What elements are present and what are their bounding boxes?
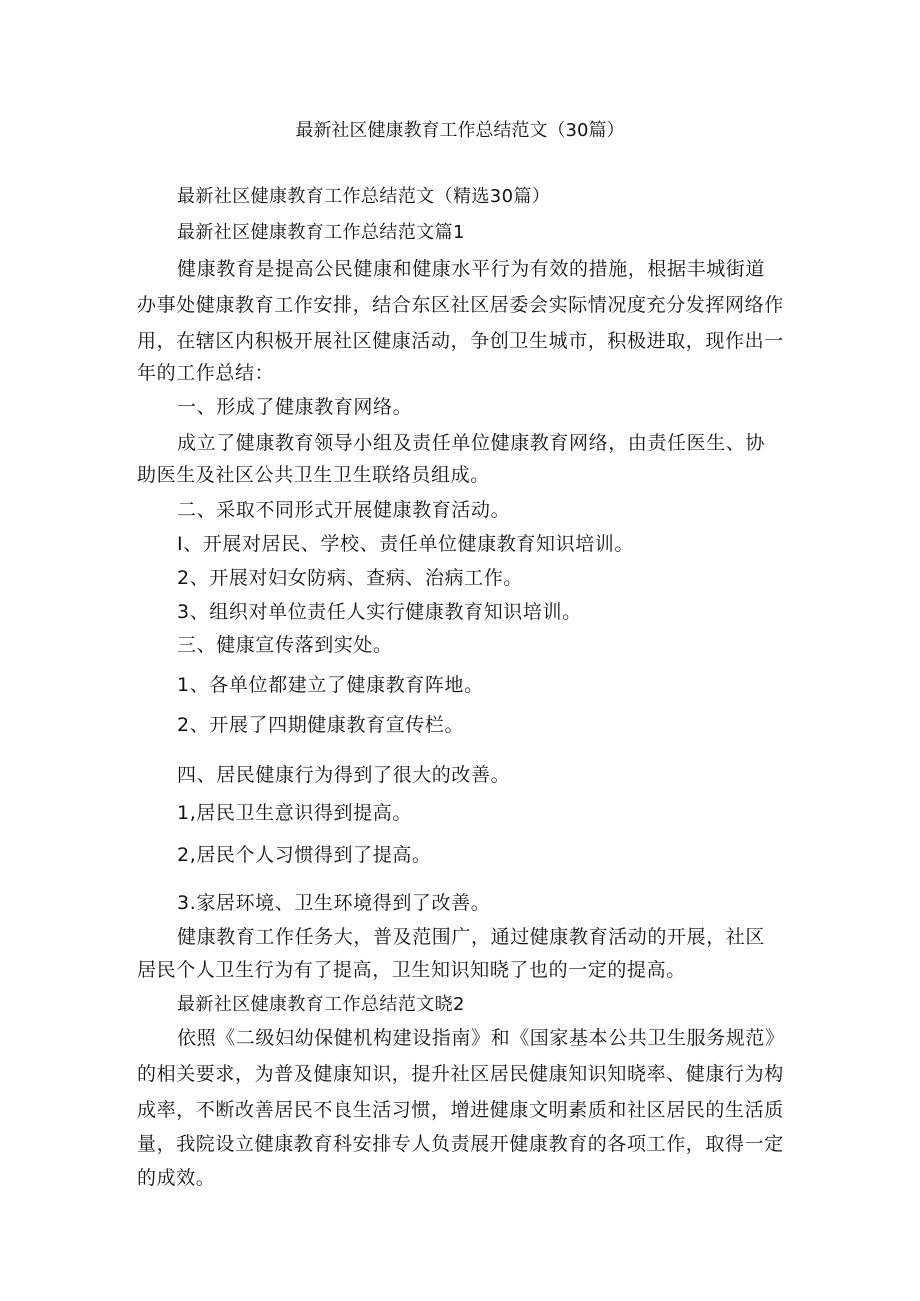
paragraph-3-line: 居民个人卫生行为有了提高，卫生知识知晓了也的一定的提高。 bbox=[137, 959, 686, 981]
paragraph-2-line: 助医生及社区公共卫生卫生联络员组成。 bbox=[137, 464, 490, 486]
paragraph-1-line: 年的工作总结： bbox=[137, 362, 275, 384]
heading-three: 三、健康宣传落到实处。 bbox=[177, 634, 393, 656]
list-item: 2,居民个人习惯得到了提高。 bbox=[177, 844, 432, 866]
paragraph-1-line: 办事处健康教育工作安排，结合东区社区居委会实际情况度充分发挥网络作 bbox=[137, 294, 784, 316]
list-item: I、开展对居民、学校、责任单位健康教育知识培训。 bbox=[177, 533, 635, 555]
section-2-heading: 最新社区健康教育工作总结范文晓2 bbox=[177, 994, 465, 1015]
section-1-heading: 最新社区健康教育工作总结范文篇1 bbox=[177, 222, 465, 243]
paragraph-3-line: 健康教育工作任务大，普及范围广，通过健康教育活动的开展，社区 bbox=[177, 926, 766, 948]
heading-one: 一、形成了健康教育网络。 bbox=[177, 396, 413, 418]
list-item: 2、开展对妇女防病、查病、治病工作。 bbox=[177, 567, 523, 589]
list-item: 2、开展了四期健康教育宣传栏。 bbox=[177, 714, 465, 736]
document-subtitle: 最新社区健康教育工作总结范文（精选30篇） bbox=[177, 186, 551, 207]
list-item: 3、组织对单位责任人实行健康教育知识培训。 bbox=[177, 601, 582, 623]
heading-two: 二、采取不同形式开展健康教育活动。 bbox=[177, 499, 511, 521]
paragraph-4-line: 的相关要求，为普及健康知识，提升社区居民健康知识知晓率、健康行为构 bbox=[137, 1063, 784, 1085]
paragraph-2-line: 成立了健康教育领导小组及责任单位健康教育网络，由责任医生、协 bbox=[177, 432, 766, 454]
paragraph-1-line: 用，在辖区内积极开展社区健康活动，争创卫生城市，积极进取，现作出一 bbox=[137, 330, 784, 352]
paragraph-4-line: 的成效。 bbox=[137, 1167, 216, 1189]
paragraph-1-line: 健康教育是提高公民健康和健康水平行为有效的措施，根据丰城街道 bbox=[177, 258, 766, 280]
list-item: 3.家居环境、卫生环境得到了改善。 bbox=[177, 892, 491, 914]
heading-four: 四、居民健康行为得到了很大的改善。 bbox=[177, 764, 511, 786]
paragraph-4-line: 依照《二级妇幼保健机构建设指南》和《国家基本公共卫生服务规范》 bbox=[177, 1027, 785, 1049]
list-item: 1,居民卫生意识得到提高。 bbox=[177, 802, 412, 824]
paragraph-4-line: 成率，不断改善居民不良生活习惯，增进健康文明素质和社区居民的生活质 bbox=[137, 1099, 784, 1121]
list-item: 1、各单位都建立了健康教育阵地。 bbox=[177, 674, 484, 696]
document-title: 最新社区健康教育工作总结范文（30篇） bbox=[295, 120, 625, 141]
paragraph-4-line: 量，我院设立健康教育科安排专人负责展开健康教育的各项工作，取得一定 bbox=[137, 1133, 784, 1155]
